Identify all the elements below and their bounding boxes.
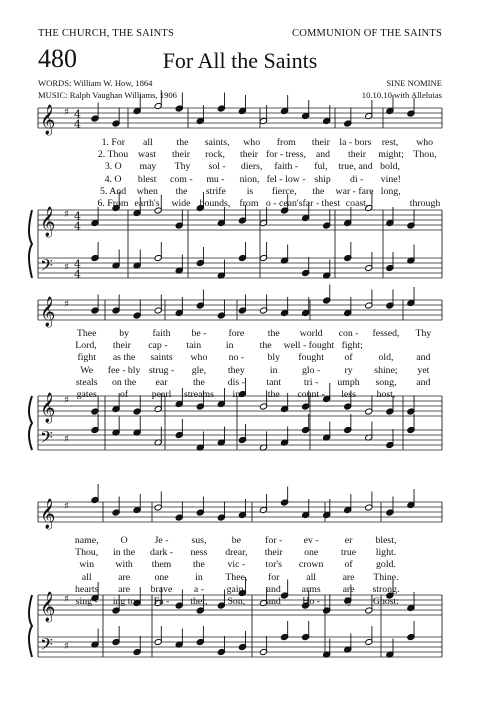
syllable: sus, <box>191 535 207 546</box>
time-signature-top: 4 <box>74 210 81 223</box>
sharp-icon: ♯ <box>64 594 69 605</box>
syllable: bly <box>267 352 280 364</box>
syllable: O <box>120 535 128 546</box>
syllable: for - tress, <box>266 149 306 161</box>
verse-line <box>68 559 442 570</box>
hymn-number: 480 <box>38 44 77 73</box>
syllable: drear, <box>225 547 248 559</box>
syllable: all <box>142 137 153 148</box>
verse-line <box>96 186 442 197</box>
syllable: ness <box>190 547 208 559</box>
syllable: saints, <box>204 137 230 148</box>
system-3-brace <box>29 595 32 657</box>
syllable: umph <box>337 376 360 388</box>
syllable: the <box>175 185 188 197</box>
syllable: and <box>266 583 281 595</box>
system-2-brace <box>29 396 32 450</box>
syllable: the <box>176 137 189 148</box>
syllable: count - <box>297 389 325 400</box>
syllable: streams <box>183 389 214 400</box>
syllable: of <box>344 352 353 364</box>
syllable: are <box>118 583 131 595</box>
syllable: when <box>136 185 158 197</box>
syllable: earth's <box>134 198 160 209</box>
syllable: strug - <box>148 364 175 376</box>
syllable: true <box>340 547 357 559</box>
syllable: ful, <box>314 161 328 173</box>
syllable: in <box>195 571 203 583</box>
verse-line <box>96 149 442 160</box>
syllable: strife <box>205 185 226 197</box>
syllable: fee - bly <box>107 364 141 376</box>
syllable: fierce, <box>271 185 297 197</box>
syllable: com - <box>170 173 193 185</box>
sharp-icon: ♯ <box>64 209 69 220</box>
syllable: ther, <box>190 596 208 607</box>
treble-clef-icon: 𝄞 <box>40 592 56 622</box>
syllable: 3. O <box>104 161 122 173</box>
syllable: Thee <box>76 328 97 339</box>
sharp-icon: ♯ <box>64 107 69 118</box>
syllable: and <box>416 376 431 388</box>
syllable: arms <box>301 583 321 595</box>
syllable: dark - <box>149 547 174 559</box>
syllable: well - fought <box>283 340 335 352</box>
syllable: faith - <box>274 161 299 173</box>
syllable: be <box>231 535 241 546</box>
syllable: the <box>192 559 205 571</box>
time-signature-bottom: 4 <box>74 220 81 233</box>
syllable: ear <box>155 376 168 388</box>
verse-line <box>68 596 442 607</box>
syllable: be - <box>191 328 207 339</box>
syllable: hearts <box>75 583 99 595</box>
syllable: ly <box>344 596 353 607</box>
syllable: glo - <box>302 364 321 376</box>
bass-clef-icon: 𝄢 <box>40 427 53 451</box>
syllable: gold. <box>376 559 396 571</box>
syllable: all <box>306 571 317 583</box>
syllable: song, <box>375 376 397 388</box>
verse-line <box>68 352 442 363</box>
syllable: ry <box>344 364 353 376</box>
syllable: di - <box>350 173 364 185</box>
treble-clef-icon: 𝄞 <box>40 297 56 327</box>
syllable: war - fare <box>335 185 374 197</box>
time-signature-bottom: 4 <box>74 118 81 131</box>
syllable: fought <box>298 352 324 364</box>
syllable: wast <box>138 149 156 161</box>
syllable: Thy <box>174 161 191 173</box>
syllable: la - bors <box>339 137 372 148</box>
syllable: fel - low - <box>266 173 306 185</box>
syllable <box>407 161 442 172</box>
syllable: bold, <box>380 161 400 173</box>
syllable: the <box>259 340 272 352</box>
syllable: in the <box>113 547 136 559</box>
syllable: might; <box>378 149 404 161</box>
verse-line <box>68 584 442 595</box>
syllable: fore <box>228 328 245 339</box>
treble-clef-icon: 𝄞 <box>40 207 56 237</box>
syllable: world <box>299 328 323 339</box>
treble-clef-icon: 𝄞 <box>40 499 56 529</box>
sharp-icon: ♯ <box>64 641 69 652</box>
syllable: er <box>344 535 353 546</box>
syllable: yet <box>417 364 430 376</box>
syllable: host, <box>376 389 396 400</box>
meter: 10.10.10 with Alleluias <box>361 90 442 100</box>
syllable: with <box>115 559 133 571</box>
syllable <box>405 584 442 595</box>
syllable: far - thest <box>302 198 341 209</box>
syllable <box>405 572 442 583</box>
syllable: their <box>172 149 190 161</box>
syllable: are <box>118 571 131 583</box>
syllable <box>405 559 442 570</box>
syllable: dis - <box>227 376 245 388</box>
syllable: as the <box>112 352 136 364</box>
syllable: Thou, <box>413 149 437 161</box>
syllable: they <box>227 364 245 376</box>
syllable: coast, <box>345 198 369 209</box>
syllable <box>370 340 406 351</box>
syllable: pearl <box>151 389 172 400</box>
syllable: Thy <box>415 328 432 339</box>
syllable: one <box>154 571 169 583</box>
syllable: vine! <box>380 173 401 185</box>
syllable: rest, <box>381 137 399 148</box>
syllable: We <box>80 364 94 376</box>
syllable <box>405 535 442 546</box>
section-header-right: COMMUNION OF THE SAINTS <box>292 28 442 39</box>
bass-clef-icon: 𝄢 <box>40 255 53 279</box>
tune-name: SINE NOMINE <box>386 78 442 88</box>
syllable: by <box>119 328 129 339</box>
syllable: Son, <box>227 596 246 607</box>
verse-line <box>68 328 442 339</box>
syllable: rock, <box>205 149 225 161</box>
verse-line <box>96 137 442 148</box>
syllable: Ho - <box>302 596 320 607</box>
syllable <box>405 596 442 607</box>
syllable: con - <box>338 328 359 339</box>
syllable: Thine. <box>373 571 399 583</box>
syllable: steals <box>75 376 98 388</box>
sharp-icon: ♯ <box>64 299 69 310</box>
syllable: for <box>268 571 280 583</box>
syllable: blest <box>137 173 157 185</box>
syllable: gle, <box>191 364 207 376</box>
sharp-icon: ♯ <box>64 434 69 445</box>
verse-line <box>96 161 442 172</box>
syllable <box>374 198 408 209</box>
syllable: crown <box>298 559 324 571</box>
syllable: cap - <box>148 340 168 352</box>
sharp-icon: ♯ <box>64 395 69 406</box>
syllable: shine; <box>374 364 398 376</box>
words-credit: WORDS: William W. How, 1864 <box>38 78 153 88</box>
syllable: 5. And <box>100 185 127 197</box>
syllable: nion, <box>239 173 260 185</box>
syllable: who <box>416 137 434 148</box>
verse-line <box>68 389 442 400</box>
syllable <box>405 547 442 558</box>
syllable: are <box>342 583 355 595</box>
syllable: tant <box>266 376 282 388</box>
time-signature-top: 4 <box>74 258 81 271</box>
syllable: fight <box>77 352 96 364</box>
syllable: through <box>409 198 441 209</box>
sharp-icon: ♯ <box>64 262 69 273</box>
time-signature-top: 4 <box>74 108 81 121</box>
syllable: a - <box>193 583 204 595</box>
syllable: gates <box>76 389 97 400</box>
syllable: vic - <box>227 559 246 571</box>
sharp-icon: ♯ <box>64 501 69 512</box>
hymn-title: For All the Saints <box>162 48 318 73</box>
verse-line <box>68 365 442 376</box>
syllable: 4. O <box>104 173 122 185</box>
verse-line <box>68 547 442 558</box>
syllable: tri - <box>303 376 319 388</box>
syllable: wide <box>171 198 191 209</box>
verse-line <box>68 377 442 388</box>
syllable: Thee, <box>225 571 248 583</box>
syllable: of <box>120 389 129 400</box>
syllable: and <box>416 352 431 364</box>
bass-clef-icon: 𝄢 <box>40 634 53 658</box>
syllable: blest, <box>375 535 397 546</box>
syllable: Je - <box>154 535 169 546</box>
syllable <box>405 389 442 400</box>
verse-line <box>96 198 442 209</box>
syllable: saints <box>150 352 173 364</box>
syllable: their <box>311 137 330 148</box>
syllable: the <box>267 328 280 339</box>
syllable: ship <box>314 173 331 185</box>
syllable: true, and <box>338 161 373 173</box>
verse-line <box>68 535 442 546</box>
syllable: on the <box>112 376 137 388</box>
syllable: bounds, <box>199 198 231 209</box>
syllable: all <box>81 571 92 583</box>
syllable <box>408 186 442 197</box>
syllable: who <box>190 352 208 364</box>
syllable: may <box>139 161 157 173</box>
syllable <box>406 340 442 351</box>
syllable: one <box>304 547 319 559</box>
syllable: for - <box>265 535 283 546</box>
syllable <box>408 174 442 185</box>
syllable: fight; <box>341 340 363 352</box>
time-signature-bottom: 4 <box>74 268 81 281</box>
syllable: Ghost: <box>372 596 400 607</box>
syllable: in <box>232 389 241 400</box>
syllable: 6. From <box>97 198 129 209</box>
syllable: fessed, <box>372 328 400 339</box>
syllable: old, <box>378 352 394 364</box>
syllable: Thou, <box>75 547 99 559</box>
syllable: brave <box>150 583 173 595</box>
syllable: no - <box>228 352 245 364</box>
syllable: sol - <box>208 161 226 173</box>
syllable: o - cean's <box>265 198 303 209</box>
syllable: faith <box>152 328 171 339</box>
verse-line <box>68 340 442 351</box>
syllable: their <box>240 149 258 161</box>
syllable: them <box>151 559 172 571</box>
syllable: sing - <box>75 596 98 607</box>
syllable: long, <box>380 185 401 197</box>
syllable: diers, <box>240 161 263 173</box>
syllable: and <box>266 596 281 607</box>
syllable: tain <box>186 340 202 352</box>
syllable: Lord, <box>75 340 97 352</box>
syllable: name, <box>74 535 99 546</box>
syllable: 2. Thou <box>97 149 129 161</box>
syllable: ev - <box>303 535 319 546</box>
syllable: mu - <box>206 173 225 185</box>
treble-clef-icon: 𝄞 <box>40 393 56 423</box>
syllable: of <box>344 559 353 571</box>
syllable: strong. <box>372 583 400 595</box>
syllable: tor's <box>265 559 282 571</box>
syllable: are <box>342 571 355 583</box>
syllable: 1. For <box>101 137 125 148</box>
syllable: from <box>276 137 296 148</box>
syllable: the <box>312 185 325 197</box>
syllable: in <box>269 364 278 376</box>
syllable: and <box>315 149 331 161</box>
system-1-brace <box>29 210 32 278</box>
treble-clef-icon: 𝄞 <box>40 105 56 135</box>
syllable: their <box>112 340 131 352</box>
syllable: the <box>192 376 205 388</box>
music-credit: MUSIC: Ralph Vaughan Williams, 1906 <box>38 90 177 100</box>
syllable: ing to <box>112 596 136 607</box>
syllable: from <box>239 198 259 209</box>
syllable: Fa - <box>153 596 170 607</box>
section-header-left: THE CHURCH, THE SAINTS <box>38 28 175 39</box>
syllable: their <box>348 149 366 161</box>
syllable: less <box>341 389 356 400</box>
syllable: win <box>79 559 95 571</box>
verse-line <box>96 174 442 185</box>
verse-line <box>68 572 442 583</box>
syllable: who <box>243 137 261 148</box>
syllable: light. <box>375 547 397 559</box>
syllable: their <box>264 547 283 559</box>
syllable: the <box>267 389 280 400</box>
syllable: is <box>246 185 254 197</box>
syllable: gain, <box>226 583 246 595</box>
syllable: in <box>225 340 234 352</box>
